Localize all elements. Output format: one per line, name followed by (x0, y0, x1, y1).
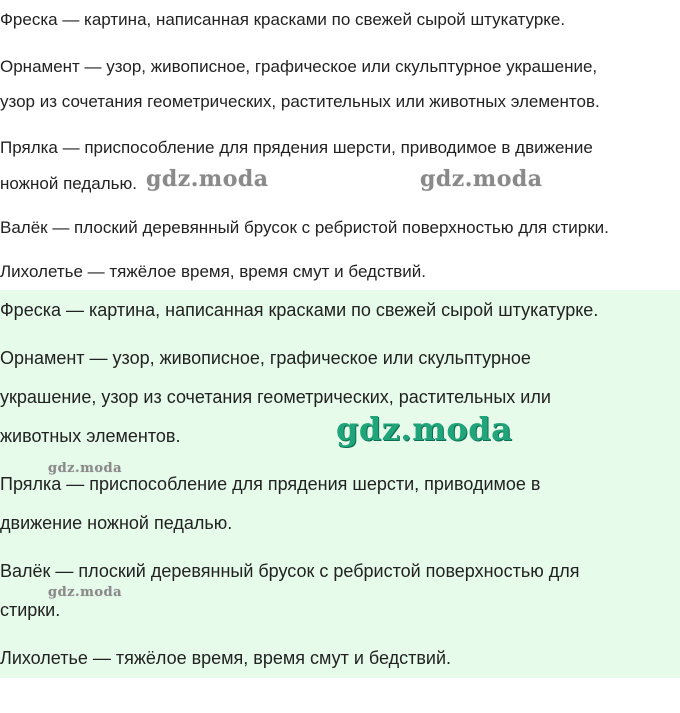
definition-line-ornament-cont: украшение, узор из сочетания геометрических, растительных или (0, 387, 551, 407)
watermark-logo: gdz.moda (146, 166, 269, 192)
definition-line-freska: Фреска — картина, написанная красками по свежей сырой штукатурке. (0, 300, 599, 320)
definition-line-freska: Фреска — картина, написанная красками по свежей сырой штукатурке. (0, 10, 566, 29)
watermark-logo: gdz.moda (48, 585, 123, 600)
definition-line-valyok: Валёк — плоский деревянный брусок с ребристой поверхностью для стирки. (0, 218, 609, 237)
definition-line-pryalka: Прялка — приспособление для прядения шерсти, приводимое в (0, 474, 541, 494)
definition-line-liholetye: Лихолетье — тяжёлое время, время смут и бедствий. (0, 648, 452, 668)
definition-line-valyok-cont: стирки. (0, 600, 61, 620)
definition-line-pryalka-cont: движение ножной педалью. (0, 513, 233, 533)
definition-line-valyok: Валёк — плоский деревянный брусок с ребристой поверхностью для (0, 561, 580, 581)
watermark-logo: gdz.moda (336, 410, 513, 448)
definition-line-ornament-cont: узор из сочетания геометрических, растительных или животных элементов. (0, 92, 600, 111)
watermark-logo: gdz.moda (48, 461, 123, 476)
watermark-logo: gdz.moda (420, 166, 543, 192)
definition-line-pryalka-cont: ножной педалью. (0, 174, 137, 193)
plain-definitions-block (0, 0, 680, 290)
definition-line-ornament-end: животных элементов. (0, 426, 181, 446)
highlighted-definitions-block (0, 290, 680, 678)
definition-line-ornament: Орнамент — узор, живописное, графическое или скульптурное (0, 348, 531, 368)
definition-line-pryalka: Прялка — приспособление для прядения шерсти, приводимое в движение (0, 138, 593, 157)
definition-line-ornament: Орнамент — узор, живописное, графическое или скульптурное украшение, (0, 57, 598, 76)
definition-line-liholetye: Лихолетье — тяжёлое время, время смут и бедствий. (0, 262, 426, 281)
